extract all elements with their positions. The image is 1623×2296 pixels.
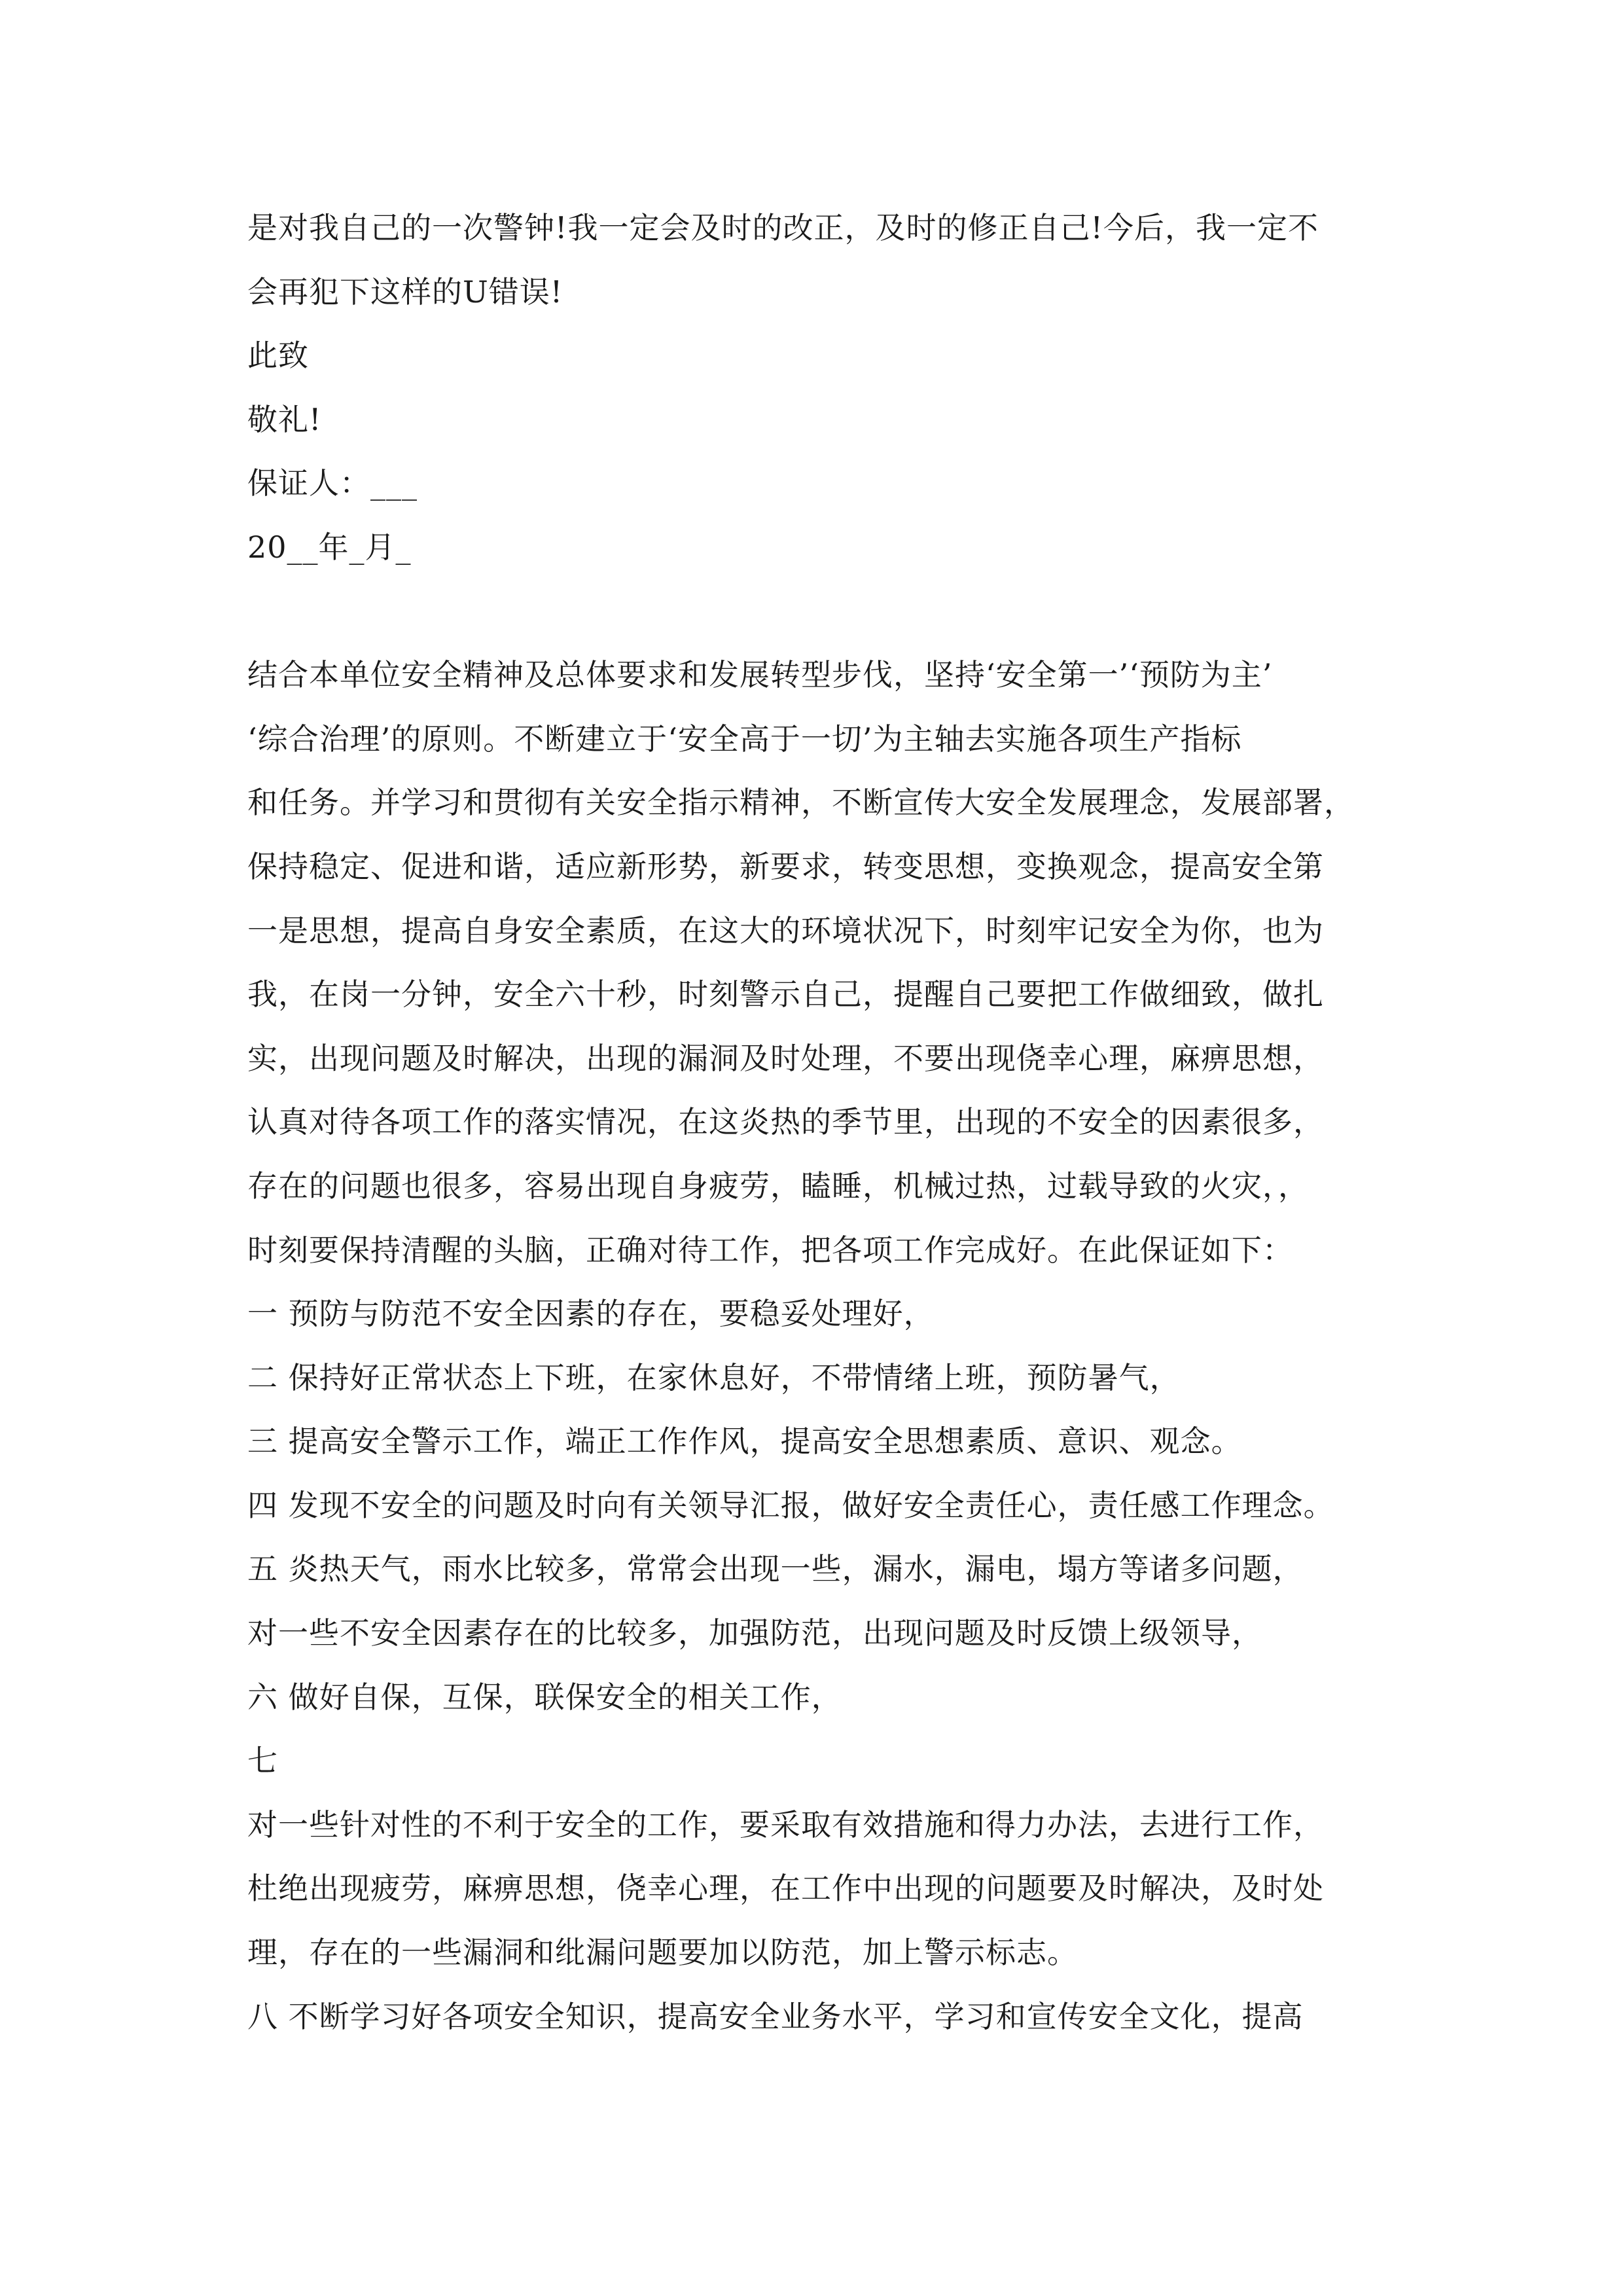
pledge-item: 二 保持好正常状态上下班，在家休息好，不带情绪上班，预防暑气， — [247, 1359, 1181, 1395]
guarantor-signature-line: 保证人：___ — [247, 465, 418, 501]
pledge-item: 一 预防与防范不安全因素的存在，要稳妥处理好， — [247, 1296, 935, 1332]
body-line: 实，出现问题及时解决，出现的漏洞及时处理，不要出现侥幸心理，麻痹思想， — [247, 1040, 1324, 1076]
body-line: 和任务。并学习和贯彻有关安全指示精神，不断宣传大安全发展理念，发展部署， — [247, 785, 1355, 821]
pledge-item-continuation: 理，存在的一些漏洞和纰漏问题要加以防范，加上警示标志。 — [247, 1935, 1078, 1971]
salutation: 敬礼! — [247, 401, 322, 437]
closing-phrase: 此致 — [247, 338, 309, 374]
document-text — [247, 196, 1399, 2049]
pledge-item: 六 做好自保，互保，联保安全的相关工作， — [247, 1679, 842, 1715]
pledge-item-continuation: 杜绝出现疲劳，麻痹思想，侥幸心理，在工作中出现的问题要及时解决，及时处 — [247, 1871, 1324, 1907]
pledge-item-continuation: 对一些不安全因素存在的比较多，加强防范，出现问题及时反馈上级领导， — [247, 1615, 1262, 1651]
letter-line: 是对我自己的一次警钟!我一定会及时的改正，及时的修正自己!今后，我一定不 — [247, 210, 1319, 245]
pledge-item: 八 不断学习好各项安全知识，提高安全业务水平，学习和宣传安全文化，提高 — [247, 1998, 1304, 2034]
body-line: 结合本单位安全精神及总体要求和发展转型步伐，坚持‘安全第一’‘预防为主’ — [247, 657, 1273, 693]
pledge-item-continuation: 对一些针对性的不利于安全的工作，要采取有效措施和得力办法，去进行工作， — [247, 1806, 1324, 1842]
date-line: 20__年_月_ — [247, 529, 412, 565]
body-line: 时刻要保持清醒的头脑，正确对待工作，把各项工作完成好。在此保证如下： — [247, 1232, 1293, 1268]
letter-line: 会再犯下这样的U错误! — [247, 274, 563, 310]
pledge-item: 四 发现不安全的问题及时向有关领导汇报，做好安全责任心，责任感工作理念。 — [247, 1487, 1334, 1523]
pledge-item-number: 七 — [247, 1743, 278, 1779]
body-line: 保持稳定、促进和谐，适应新形势，新要求，转变思想，变换观念，提高安全第 — [247, 848, 1324, 884]
pledge-item: 五 炎热天气，雨水比较多，常常会出现一些，漏水，漏电，塌方等诸多问题， — [247, 1551, 1304, 1587]
body-line: ‘综合治理’的原则。不断建立于‘安全高于一切’为主轴去实施各项生产指标 — [247, 721, 1242, 757]
body-line: 一是思想，提高自身安全素质，在这大的环境状况下，时刻牢记安全为你，也为 — [247, 912, 1324, 948]
body-line: 我，在岗一分钟，安全六十秒，时刻警示自己，提醒自己要把工作做细致，做扎 — [247, 977, 1324, 1013]
pledge-item: 三 提高安全警示工作，端正工作作风，提高安全思想素质、意识、观念。 — [247, 1424, 1242, 1460]
body-line: 存在的问题也很多，容易出现自身疲劳，瞌睡，机械过热，过载导致的火灾，， — [247, 1168, 1309, 1204]
body-line: 认真对待各项工作的落实情况，在这炎热的季节里，出现的不安全的因素很多， — [247, 1104, 1324, 1140]
paragraph-gap — [247, 580, 1399, 644]
